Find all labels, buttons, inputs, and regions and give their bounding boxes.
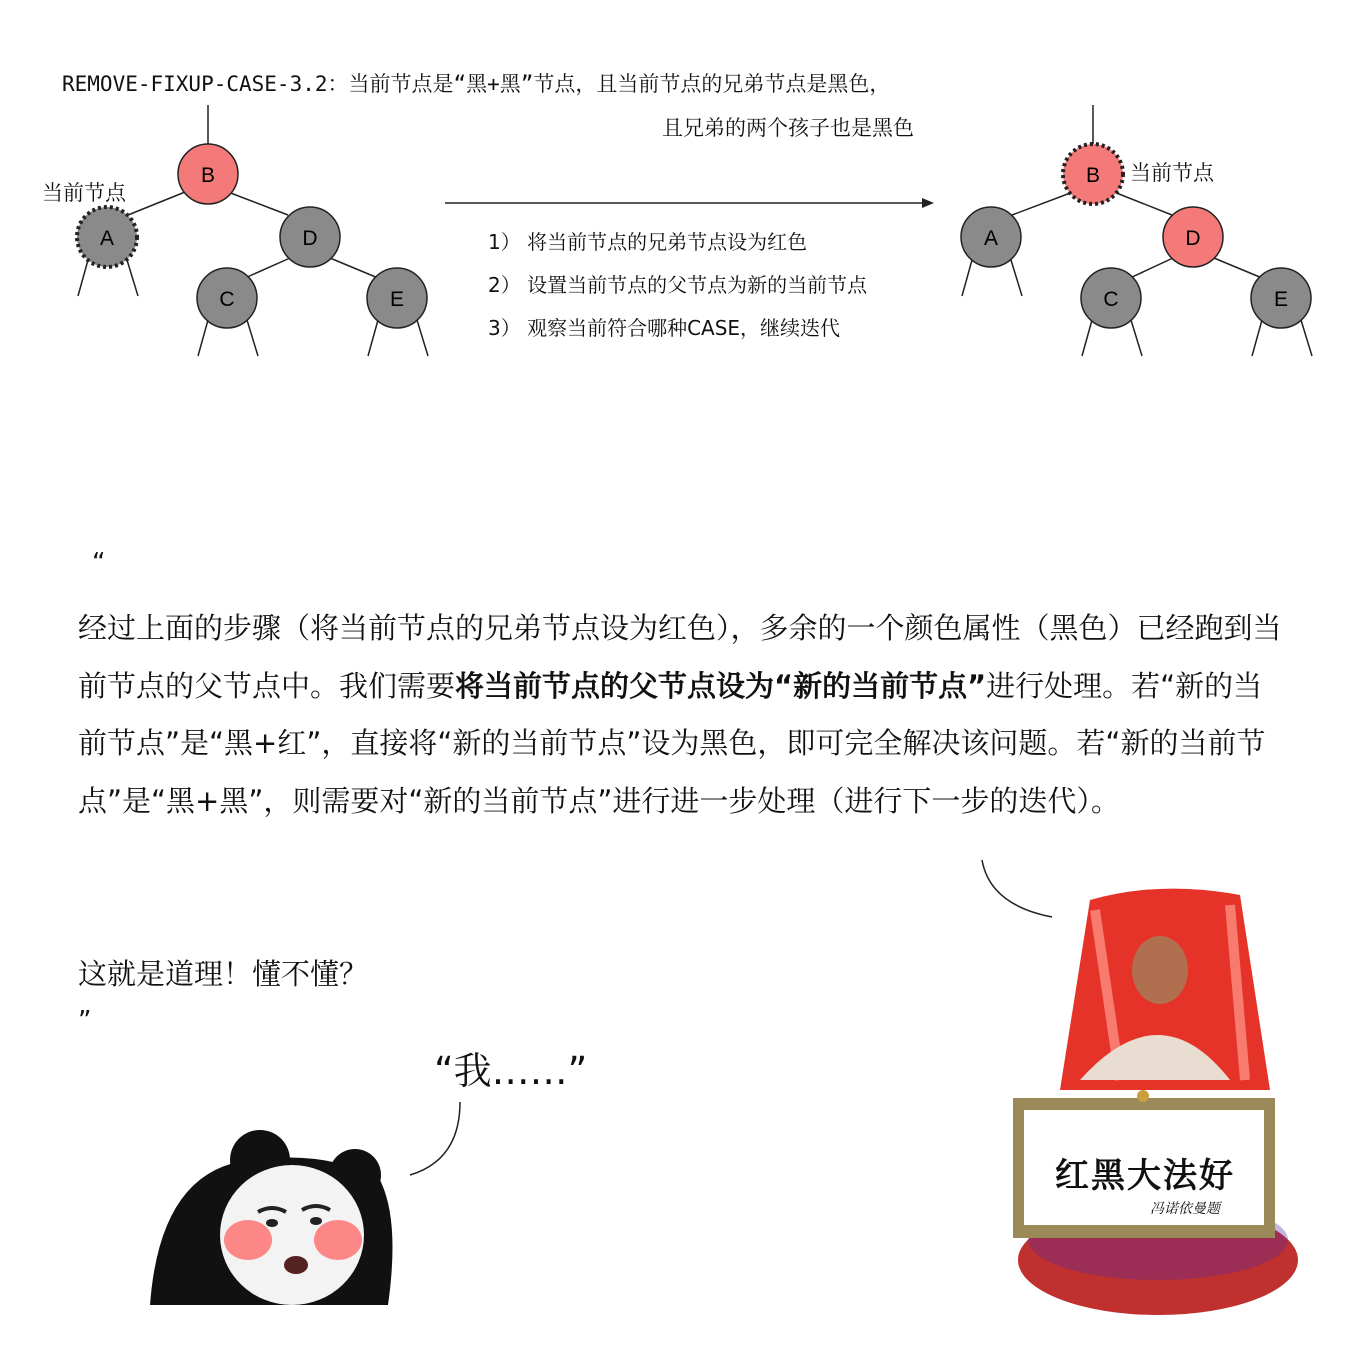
step-2: 2） 设置当前节点的父节点为新的当前节点	[488, 273, 868, 297]
current-node-label-after: 当前节点	[1130, 161, 1214, 185]
before-node-B	[178, 144, 238, 204]
node-label: D	[302, 227, 318, 250]
voice-chair-meme-icon	[1013, 889, 1298, 1315]
explanation-part2: 进行处理。若“新的当前节点”是“黑+红”，直接将“新的当前节点”设为黑色，即可完全解决该问题。若“新的当前节点”是“黑+黑”，则需要对“新的当前节点”进行进一步处理（进行下一步的迭代）。	[78, 668, 1266, 818]
after-node-A	[961, 207, 1021, 267]
node-label: B	[1085, 164, 1101, 187]
node-label: C	[1103, 288, 1119, 311]
before-node-D	[280, 207, 340, 267]
before-node-C	[197, 268, 257, 328]
node-label: D	[1185, 227, 1201, 250]
before-node-E	[367, 268, 427, 328]
node-label: B	[200, 164, 216, 187]
step-3: 3） 观察当前符合哪种CASE，继续迭代	[488, 316, 841, 340]
explanation-bold: 将当前节点的父节点设为“新的当前节点”	[455, 668, 987, 703]
meme-illustrations	[0, 840, 1360, 1360]
explanation-part1: 经过上面的步骤（将当前节点的兄弟节点设为红色），多余的一个颜色属性（黑色）已经跑到当前节点的父节点中。我们需要	[78, 611, 1282, 703]
open-quote: “	[92, 548, 106, 578]
transition-arrow	[445, 198, 934, 208]
node-label: A	[983, 227, 999, 250]
node-label: C	[219, 288, 235, 311]
speech-tail-right	[982, 860, 1052, 917]
close-quote: ”	[78, 1006, 92, 1036]
current-node-label-before: 当前节点	[42, 181, 126, 205]
panda-speech: “我……”	[434, 1049, 588, 1093]
node-label: E	[389, 288, 405, 311]
punchline: 这就是道理！懂不懂？	[78, 957, 369, 991]
case-title-line2: 且兄弟的两个孩子也是黑色	[662, 116, 914, 140]
speech-tail-left	[410, 1102, 460, 1175]
step-1: 1） 将当前节点的兄弟节点设为红色	[488, 230, 808, 254]
sign-title: 红黑大法好	[1055, 1156, 1235, 1196]
after-node-E	[1251, 268, 1311, 328]
after-node-C	[1081, 268, 1141, 328]
case-title-line1: REMOVE-FIXUP-CASE-3.2：当前节点是“黑+黑”节点，且当前节点的兄弟节点是黑色，	[62, 72, 891, 96]
after-node-D	[1163, 207, 1223, 267]
explanation-paragraph	[78, 600, 1288, 830]
rb-tree-diagram	[0, 0, 1360, 380]
node-label: E	[1273, 288, 1289, 311]
after-node-B	[1063, 144, 1123, 204]
panda-meme-icon	[150, 1130, 393, 1305]
node-label: A	[99, 227, 115, 250]
sign-subtitle: 冯诺依曼题	[1150, 1201, 1220, 1217]
before-node-A	[77, 207, 137, 267]
